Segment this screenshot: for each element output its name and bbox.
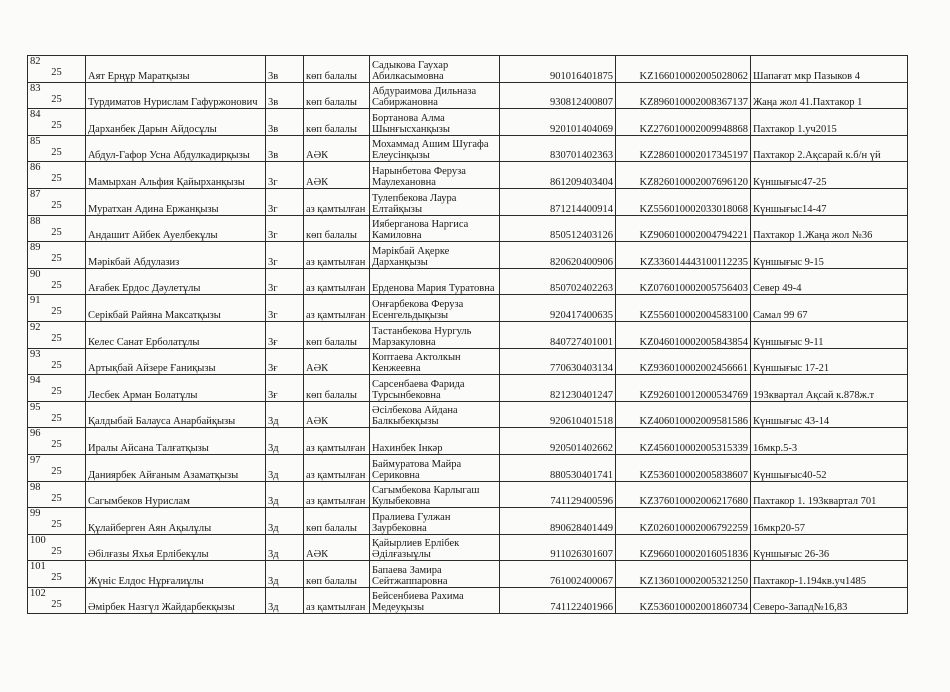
account-number: KZ026010002006792259 xyxy=(616,508,751,535)
row-grade-code: 25 xyxy=(51,199,62,211)
account-number: KZ966010002016051836 xyxy=(616,534,751,561)
home-address: Пахтакор 1. 193квартал 701 xyxy=(751,481,908,508)
row-grade-code: 25 xyxy=(51,120,62,132)
table-body xyxy=(28,56,908,614)
home-address: Самал 99 67 xyxy=(751,295,908,322)
row-number: 84 xyxy=(30,109,41,121)
student-name: Серікбай Райяна Максатқызы xyxy=(86,295,266,322)
home-address: Күншығыс 26-36 xyxy=(751,534,908,561)
row-grade-code: 25 xyxy=(51,412,62,424)
account-number: KZ076010002005756403 xyxy=(616,268,751,295)
row-number: 96 xyxy=(30,428,41,440)
home-address: Күншығыс40-52 xyxy=(751,454,908,481)
class-name: 3д xyxy=(266,481,304,508)
parent-name: Сагымбекова Карлыгаш Кулыбековна xyxy=(370,481,500,508)
table-row xyxy=(28,508,908,535)
family-category: аз қамтылған xyxy=(304,587,370,614)
row-number-cell xyxy=(28,401,86,428)
family-category: көп балалы xyxy=(304,82,370,109)
parent-name: Нарынбетова Феруза Маулехановна xyxy=(370,162,500,189)
row-number-cell xyxy=(28,481,86,508)
row-number-cell xyxy=(28,109,86,136)
iin-number: 820620400906 xyxy=(500,242,616,269)
row-number-cell xyxy=(28,561,86,588)
row-grade-code: 25 xyxy=(51,306,62,318)
row-grade-code: 25 xyxy=(51,359,62,371)
account-number: KZ926010012000534769 xyxy=(616,375,751,402)
parent-name: Онғарбекова Феруза Есенгельдықызы xyxy=(370,295,500,322)
family-category: аз қамтылған xyxy=(304,481,370,508)
family-category: АӘК xyxy=(304,401,370,428)
class-name: 3г xyxy=(266,268,304,295)
row-number-cell xyxy=(28,428,86,455)
row-number-cell xyxy=(28,375,86,402)
family-category: аз қамтылған xyxy=(304,295,370,322)
row-number: 87 xyxy=(30,188,41,200)
row-number: 90 xyxy=(30,268,41,280)
home-address: Күншығыс 43-14 xyxy=(751,401,908,428)
table-row xyxy=(28,135,908,162)
home-address: Күншығыс14-47 xyxy=(751,188,908,215)
parent-name: Ерденова Мария Туратовна xyxy=(370,268,500,295)
table-row xyxy=(28,82,908,109)
class-name: 3д xyxy=(266,428,304,455)
student-table xyxy=(27,55,908,614)
row-grade-code: 25 xyxy=(51,386,62,398)
home-address: Пахтакор 1.уч2015 xyxy=(751,109,908,136)
student-name: Абдул-Гафор Усна Абдулкадирқызы xyxy=(86,135,266,162)
table-row xyxy=(28,162,908,189)
family-category: АӘК xyxy=(304,135,370,162)
account-number: KZ906010002004794221 xyxy=(616,215,751,242)
family-category: көп балалы xyxy=(304,508,370,535)
student-name: Келес Санат Ерболатұлы xyxy=(86,321,266,348)
student-name: Артықбай Айзере Ғаниқызы xyxy=(86,348,266,375)
row-number: 91 xyxy=(30,295,41,307)
iin-number: 741129400596 xyxy=(500,481,616,508)
parent-name: Әсілбекова Айдана Балкыбекқызы xyxy=(370,401,500,428)
table-row xyxy=(28,454,908,481)
class-name: 3ғ xyxy=(266,348,304,375)
row-number-cell xyxy=(28,242,86,269)
row-number-cell xyxy=(28,215,86,242)
row-number: 100 xyxy=(30,534,46,546)
account-number: KZ376010002006217680 xyxy=(616,481,751,508)
row-number: 102 xyxy=(30,587,46,599)
class-name: 3д xyxy=(266,587,304,614)
family-category: көп балалы xyxy=(304,561,370,588)
iin-number: 911026301607 xyxy=(500,534,616,561)
class-name: 3ғ xyxy=(266,375,304,402)
row-number-cell xyxy=(28,82,86,109)
family-category: аз қамтылған xyxy=(304,428,370,455)
student-name: Әмірбек Назгүл Жайдарбекқызы xyxy=(86,587,266,614)
home-address: Күншығыс 9-11 xyxy=(751,321,908,348)
family-category: АӘК xyxy=(304,162,370,189)
account-number: KZ826010002007696120 xyxy=(616,162,751,189)
parent-name: Сарсенбаева Фарида Турсынбековна xyxy=(370,375,500,402)
class-name: 3г xyxy=(266,295,304,322)
row-grade-code: 25 xyxy=(51,279,62,291)
family-category: көп балалы xyxy=(304,321,370,348)
row-grade-code: 25 xyxy=(51,598,62,610)
home-address: Күншығыс 9-15 xyxy=(751,242,908,269)
row-number: 85 xyxy=(30,135,41,147)
row-number-cell xyxy=(28,587,86,614)
class-name: 3в xyxy=(266,109,304,136)
student-name: Құлайберген Аян Ақылұлы xyxy=(86,508,266,535)
row-number: 97 xyxy=(30,454,41,466)
parent-name: Коптаева Актолкын Кенжеевна xyxy=(370,348,500,375)
row-number: 98 xyxy=(30,481,41,493)
row-number: 82 xyxy=(30,56,41,67)
row-number: 92 xyxy=(30,321,41,333)
home-address: Северо-Запад№16,83 xyxy=(751,587,908,614)
table-row xyxy=(28,401,908,428)
table-row xyxy=(28,561,908,588)
parent-name: Иябергaнова Наргиса Камиловна xyxy=(370,215,500,242)
row-number: 101 xyxy=(30,561,46,573)
row-grade-code: 25 xyxy=(51,332,62,344)
class-name: 3ғ xyxy=(266,321,304,348)
table-row xyxy=(28,215,908,242)
table-row xyxy=(28,534,908,561)
family-category: аз қамтылған xyxy=(304,188,370,215)
row-grade-code: 25 xyxy=(51,253,62,265)
row-number: 86 xyxy=(30,162,41,174)
row-grade-code: 25 xyxy=(51,67,62,78)
row-number: 88 xyxy=(30,215,41,227)
class-name: 3д xyxy=(266,401,304,428)
student-name: Аят Ерңұр Маратқызы xyxy=(86,56,266,83)
iin-number: 850702402263 xyxy=(500,268,616,295)
iin-number: 850512403126 xyxy=(500,215,616,242)
student-name: Лесбек Арман Болатұлы xyxy=(86,375,266,402)
student-name: Әбілғазы Яхья Ерлібекұлы xyxy=(86,534,266,561)
class-name: 3г xyxy=(266,242,304,269)
account-number: KZ166010002005028062 xyxy=(616,56,751,83)
iin-number: 920417400635 xyxy=(500,295,616,322)
account-number: KZ276010002009948868 xyxy=(616,109,751,136)
parent-name: Баймуратова Майра Сериковна xyxy=(370,454,500,481)
parent-name: Садыкова Гаухар Абилкасымовна xyxy=(370,56,500,83)
class-name: 3г xyxy=(266,162,304,189)
account-number: KZ336014443100112235 xyxy=(616,242,751,269)
account-number: KZ556010002033018068 xyxy=(616,188,751,215)
parent-name: Бапаева Замира Сейтжаппаровна xyxy=(370,561,500,588)
row-grade-code: 25 xyxy=(51,519,62,531)
parent-name: Нахинбек Інкәр xyxy=(370,428,500,455)
parent-name: Бортанова Алма Шынғысханқызы xyxy=(370,109,500,136)
iin-number: 920501402662 xyxy=(500,428,616,455)
parent-name: Тастанбекова Нургуль Марзакуловна xyxy=(370,321,500,348)
account-number: KZ456010002005315339 xyxy=(616,428,751,455)
home-address: Пахтакор-1.194кв.уч1485 xyxy=(751,561,908,588)
account-number: KZ936010002002456661 xyxy=(616,348,751,375)
row-number-cell xyxy=(28,534,86,561)
iin-number: 880530401741 xyxy=(500,454,616,481)
row-grade-code: 25 xyxy=(51,465,62,477)
family-category: аз қамтылған xyxy=(304,454,370,481)
home-address: 16мкр.5-3 xyxy=(751,428,908,455)
family-category: аз қамтылған xyxy=(304,242,370,269)
table-row xyxy=(28,188,908,215)
row-number-cell xyxy=(28,321,86,348)
row-number: 83 xyxy=(30,82,41,94)
table-row xyxy=(28,587,908,614)
row-number-cell xyxy=(28,348,86,375)
class-name: 3д xyxy=(266,534,304,561)
account-number: KZ136010002005321250 xyxy=(616,561,751,588)
table-row xyxy=(28,321,908,348)
table-row xyxy=(28,109,908,136)
table-row xyxy=(28,428,908,455)
student-name: Андашит Айбек Ауелбекұлы xyxy=(86,215,266,242)
parent-name: Тулепбекова Лаура Елтайқызы xyxy=(370,188,500,215)
row-number: 95 xyxy=(30,401,41,413)
account-number: KZ536010002005838607 xyxy=(616,454,751,481)
student-name: Даниярбек Айғаным Азаматқызы xyxy=(86,454,266,481)
row-grade-code: 25 xyxy=(51,492,62,504)
table-row xyxy=(28,295,908,322)
account-number: KZ406010002009581586 xyxy=(616,401,751,428)
student-name: Муратхан Адина Ержанқызы xyxy=(86,188,266,215)
iin-number: 901016401875 xyxy=(500,56,616,83)
student-name: Жүніс Елдос Нұрғалиұлы xyxy=(86,561,266,588)
family-category: аз қамтылған xyxy=(304,268,370,295)
parent-name: Мохаммад Ашим Шугафа Елеусінқызы xyxy=(370,135,500,162)
class-name: 3г xyxy=(266,215,304,242)
row-number-cell xyxy=(28,162,86,189)
class-name: 3г xyxy=(266,188,304,215)
home-address: Шапағат мкр Пазыков 4 xyxy=(751,56,908,83)
parent-name: Бейсенбиева Рахима Медеуқызы xyxy=(370,587,500,614)
family-category: АӘК xyxy=(304,534,370,561)
parent-name: Пралиева Гулжан Заурбековна xyxy=(370,508,500,535)
student-name: Дарханбек Дарын Айдосұлы xyxy=(86,109,266,136)
family-category: көп балалы xyxy=(304,56,370,83)
student-name: Сагымбеков Нурислам xyxy=(86,481,266,508)
table-row xyxy=(28,56,908,83)
row-number: 93 xyxy=(30,348,41,360)
class-name: 3в xyxy=(266,56,304,83)
student-name: Қалдыбай Балауса Анарбайқызы xyxy=(86,401,266,428)
iin-number: 741122401966 xyxy=(500,587,616,614)
row-number: 94 xyxy=(30,375,41,387)
row-number-cell xyxy=(28,295,86,322)
table-row xyxy=(28,268,908,295)
row-grade-code: 25 xyxy=(51,173,62,185)
family-category: АӘК xyxy=(304,348,370,375)
family-category: көп балалы xyxy=(304,109,370,136)
class-name: 3в xyxy=(266,82,304,109)
home-address: Күншығыс 17-21 xyxy=(751,348,908,375)
family-category: көп балалы xyxy=(304,375,370,402)
table-row xyxy=(28,375,908,402)
iin-number: 871214400914 xyxy=(500,188,616,215)
home-address: Күншығыс47-25 xyxy=(751,162,908,189)
table-row xyxy=(28,348,908,375)
home-address: 16мкр20-57 xyxy=(751,508,908,535)
row-number: 89 xyxy=(30,242,41,254)
row-grade-code: 25 xyxy=(51,572,62,584)
class-name: 3д xyxy=(266,454,304,481)
home-address: Пахтакор 2.Ақсарай к.б/н үй xyxy=(751,135,908,162)
table-row xyxy=(28,481,908,508)
row-number-cell xyxy=(28,508,86,535)
row-grade-code: 25 xyxy=(51,146,62,158)
home-address: Север 49-4 xyxy=(751,268,908,295)
row-number: 99 xyxy=(30,508,41,520)
row-grade-code: 25 xyxy=(51,439,62,451)
student-name: Ағабек Ердос Дәулетұлы xyxy=(86,268,266,295)
parent-name: Қайырлиев Ерлібек Әділғазыұлы xyxy=(370,534,500,561)
student-name: Иралы Айсана Талғатқызы xyxy=(86,428,266,455)
row-number-cell xyxy=(28,188,86,215)
row-grade-code: 25 xyxy=(51,93,62,105)
iin-number: 920101404069 xyxy=(500,109,616,136)
home-address: Пахтакор 1.Жаңа жол №36 xyxy=(751,215,908,242)
iin-number: 840727401001 xyxy=(500,321,616,348)
iin-number: 861209403404 xyxy=(500,162,616,189)
iin-number: 930812400807 xyxy=(500,82,616,109)
row-grade-code: 25 xyxy=(51,226,62,238)
iin-number: 821230401247 xyxy=(500,375,616,402)
row-number-cell xyxy=(28,135,86,162)
student-name: Мамырхан Альфия Қайырханқызы xyxy=(86,162,266,189)
iin-number: 830701402363 xyxy=(500,135,616,162)
home-address: 193квартал Ақсай к.878ж.т xyxy=(751,375,908,402)
account-number: KZ286010002017345197 xyxy=(616,135,751,162)
row-grade-code: 25 xyxy=(51,545,62,557)
parent-name: Мәрікбай Ақерке Дарханқызы xyxy=(370,242,500,269)
account-number: KZ896010002008367137 xyxy=(616,82,751,109)
iin-number: 761002400067 xyxy=(500,561,616,588)
family-category: көп балалы xyxy=(304,215,370,242)
iin-number: 920610401518 xyxy=(500,401,616,428)
row-number-cell xyxy=(28,454,86,481)
class-name: 3в xyxy=(266,135,304,162)
table-row xyxy=(28,242,908,269)
class-name: 3д xyxy=(266,508,304,535)
home-address: Жаңа жол 41.Пахтакор 1 xyxy=(751,82,908,109)
student-name: Турдиматов Нурислам Гафуржонович xyxy=(86,82,266,109)
account-number: KZ046010002005843854 xyxy=(616,321,751,348)
student-name: Мәрікбай Абдулазиз xyxy=(86,242,266,269)
iin-number: 770630403134 xyxy=(500,348,616,375)
parent-name: Абдураимова Дильназа Сабиржановна xyxy=(370,82,500,109)
account-number: KZ556010002004583100 xyxy=(616,295,751,322)
row-number-cell xyxy=(28,56,86,83)
account-number: KZ536010002001860734 xyxy=(616,587,751,614)
iin-number: 890628401449 xyxy=(500,508,616,535)
class-name: 3д xyxy=(266,561,304,588)
row-number-cell xyxy=(28,268,86,295)
